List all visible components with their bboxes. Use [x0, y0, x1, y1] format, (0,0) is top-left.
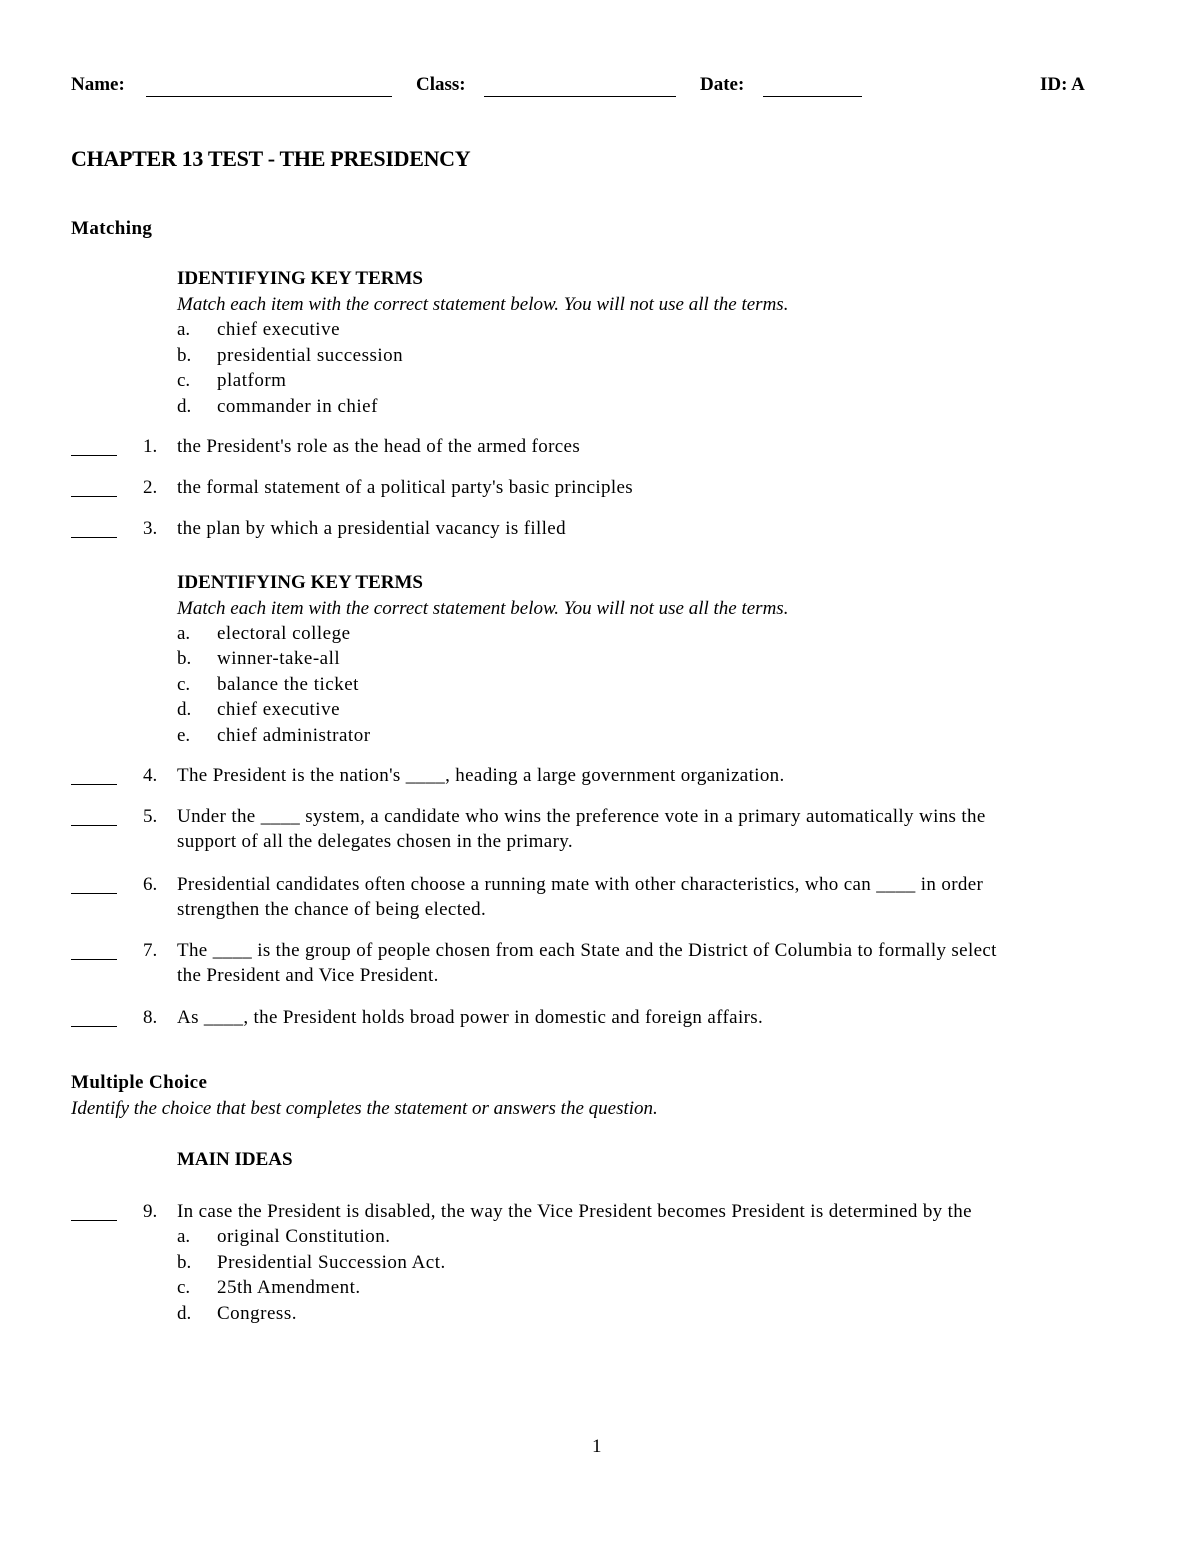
term-letter: b.	[177, 345, 192, 366]
question-number: 6.	[143, 874, 158, 895]
matching-section-title: Matching	[71, 218, 153, 239]
answer-blank[interactable]	[71, 1026, 117, 1027]
question-text: As ____, the President holds broad power in domestic and foreign affairs.	[177, 1007, 764, 1028]
date-label: Date:	[700, 74, 745, 95]
question-number: 2.	[143, 477, 158, 498]
group-1-instructions: Match each item with the correct statement below. You will not use all the terms.	[177, 294, 789, 315]
answer-blank[interactable]	[71, 784, 117, 785]
name-label: Name:	[71, 74, 125, 95]
term-text: winner-take-all	[217, 648, 341, 669]
choice-letter: c.	[177, 1277, 191, 1298]
choice-text: Presidential Succession Act.	[217, 1252, 446, 1273]
term-text: electoral college	[217, 623, 351, 644]
question-text: In case the President is disabled, the way the Vice President becomes President is determined by the	[177, 1201, 972, 1222]
page-number: 1	[592, 1436, 602, 1457]
term-text: platform	[217, 370, 287, 391]
term-letter: c.	[177, 674, 191, 695]
question-text: The ____ is the group of people chosen from each State and the District of Columbia to formally select	[177, 940, 997, 961]
question-text-continued: strengthen the chance of being elected.	[177, 899, 487, 920]
term-text: presidential succession	[217, 345, 404, 366]
answer-blank[interactable]	[71, 893, 117, 894]
term-text: chief executive	[217, 699, 341, 720]
question-number: 4.	[143, 765, 158, 786]
term-letter: d.	[177, 396, 192, 417]
term-letter: e.	[177, 725, 191, 746]
question-number: 7.	[143, 940, 158, 961]
question-text: the plan by which a presidential vacancy is filled	[177, 518, 566, 539]
question-text-continued: support of all the delegates chosen in the primary.	[177, 831, 573, 852]
answer-blank[interactable]	[71, 959, 117, 960]
chapter-title: CHAPTER 13 TEST - THE PRESIDENCY	[71, 146, 471, 171]
id-label: ID: A	[1040, 74, 1085, 95]
term-text: chief administrator	[217, 725, 371, 746]
choice-letter: a.	[177, 1226, 191, 1247]
group-2-title: IDENTIFYING KEY TERMS	[177, 572, 423, 593]
term-text: commander in chief	[217, 396, 378, 417]
question-number: 1.	[143, 436, 158, 457]
term-letter: c.	[177, 370, 191, 391]
question-number: 8.	[143, 1007, 158, 1028]
class-label: Class:	[416, 74, 466, 95]
answer-blank[interactable]	[71, 455, 117, 456]
term-letter: a.	[177, 319, 191, 340]
question-text: the President's role as the head of the armed forces	[177, 436, 581, 457]
class-field-line[interactable]	[484, 96, 676, 97]
question-text: Under the ____ system, a candidate who wins the preference vote in a primary automatically wins the	[177, 806, 986, 827]
question-number: 5.	[143, 806, 158, 827]
question-text: The President is the nation's ____, heading a large government organization.	[177, 765, 785, 786]
term-text: balance the ticket	[217, 674, 359, 695]
choice-text: 25th Amendment.	[217, 1277, 361, 1298]
date-field-line[interactable]	[763, 96, 862, 97]
answer-blank[interactable]	[71, 496, 117, 497]
name-field-line[interactable]	[146, 96, 392, 97]
multiple-choice-title: Multiple Choice	[71, 1072, 208, 1093]
main-ideas-title: MAIN IDEAS	[177, 1149, 293, 1170]
answer-blank[interactable]	[71, 537, 117, 538]
choice-letter: b.	[177, 1252, 192, 1273]
group-1-title: IDENTIFYING KEY TERMS	[177, 268, 423, 289]
group-2-instructions: Match each item with the correct statement below. You will not use all the terms.	[177, 598, 789, 619]
answer-blank[interactable]	[71, 825, 117, 826]
question-text: Presidential candidates often choose a running mate with other characteristics, who can ____ in order	[177, 874, 984, 895]
choice-text: Congress.	[217, 1303, 297, 1324]
choice-letter: d.	[177, 1303, 192, 1324]
question-text: the formal statement of a political party's basic principles	[177, 477, 634, 498]
answer-blank[interactable]	[71, 1220, 117, 1221]
question-number: 9.	[143, 1201, 158, 1222]
term-text: chief executive	[217, 319, 341, 340]
question-text-continued: the President and Vice President.	[177, 965, 439, 986]
term-letter: a.	[177, 623, 191, 644]
term-letter: b.	[177, 648, 192, 669]
multiple-choice-instructions: Identify the choice that best completes the statement or answers the question.	[71, 1098, 658, 1119]
question-number: 3.	[143, 518, 158, 539]
choice-text: original Constitution.	[217, 1226, 391, 1247]
term-letter: d.	[177, 699, 192, 720]
